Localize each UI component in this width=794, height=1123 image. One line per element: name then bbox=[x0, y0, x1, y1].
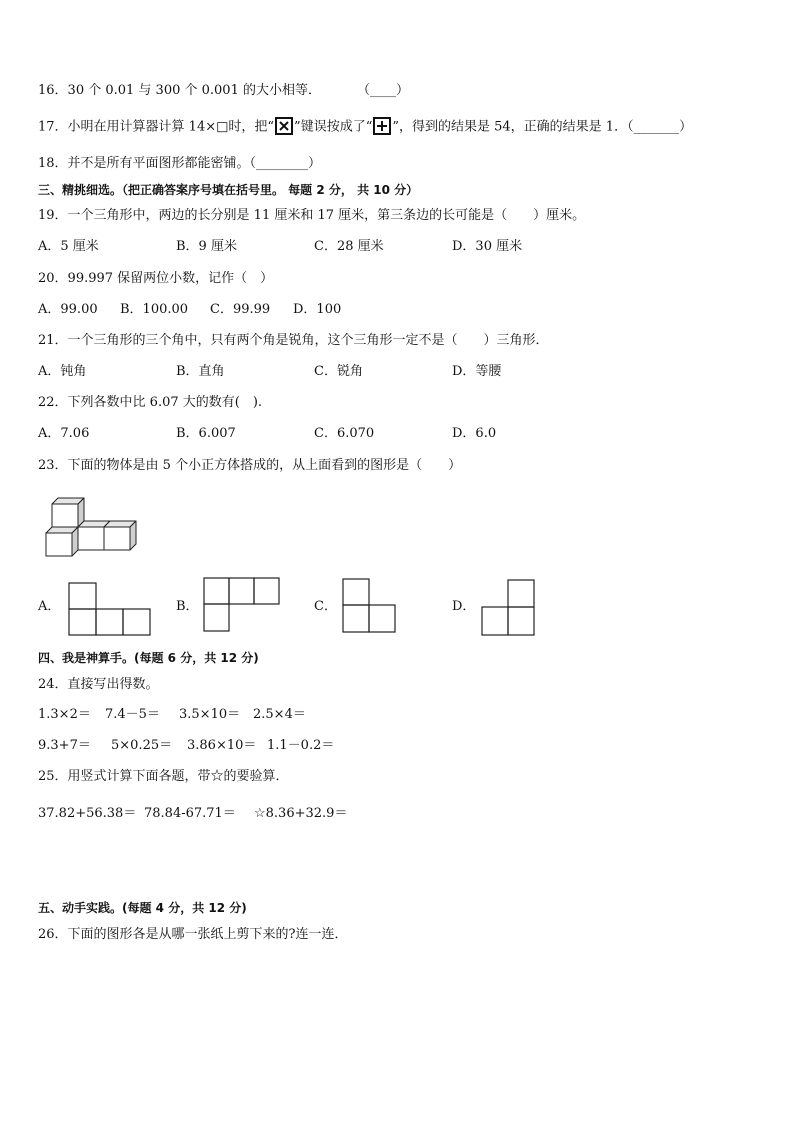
q20-option-a[interactable]: A．99.00 bbox=[38, 302, 98, 317]
cube-front bbox=[46, 527, 78, 556]
question-24-text: 24．直接写出得数。 bbox=[38, 677, 159, 692]
q24-item: 9.3+7＝ bbox=[38, 738, 91, 753]
q23-option-b-label[interactable]: B． bbox=[176, 599, 199, 614]
q19-option-c[interactable]: C．28 厘米 bbox=[314, 239, 384, 254]
question-16-text: 16．30 个 0.01 与 300 个 0.001 的大小相等． bbox=[38, 83, 321, 98]
q22-option-b[interactable]: B．6.007 bbox=[176, 426, 236, 441]
q19-option-d[interactable]: D．30 厘米 bbox=[452, 239, 523, 254]
q25-item: 78.84-67.71＝ bbox=[144, 806, 236, 821]
q23-option-a-label[interactable]: A． bbox=[38, 599, 61, 614]
question-19-text: 19．一个三角形中，两边的长分别是 11 厘米和 17 厘米，第三条边的长可能是（ ）厘米。 bbox=[38, 208, 586, 223]
q23-option-a-figure[interactable] bbox=[68, 582, 152, 637]
q25-item: ☆8.36+32.9＝ bbox=[254, 806, 348, 821]
q21-option-c[interactable]: C．锐角 bbox=[314, 364, 363, 379]
q21-option-d[interactable]: D．等腰 bbox=[452, 364, 502, 379]
q23-option-d-label[interactable]: D． bbox=[452, 599, 476, 614]
cube-back-3 bbox=[104, 521, 136, 550]
question-26-text: 26．下面的图形各是从哪一张纸上剪下来的?连一连． bbox=[38, 927, 348, 942]
section-5-title: 五、动手实践。(每题 4 分，共 12 分) bbox=[38, 901, 247, 915]
q22-option-a[interactable]: A．7.06 bbox=[38, 426, 90, 441]
question-18 bbox=[38, 155, 321, 173]
q24-item: 7.4－5＝ bbox=[105, 707, 160, 722]
q25-item: 37.82+56.38＝ bbox=[38, 806, 137, 821]
q23-option-d-figure[interactable] bbox=[481, 579, 537, 637]
q24-item: 3.86×10＝ bbox=[187, 738, 257, 753]
q24-item: 3.5×10＝ bbox=[179, 707, 241, 722]
q24-item: 1.1－0.2＝ bbox=[267, 738, 335, 753]
q23-option-c-label[interactable]: C． bbox=[314, 599, 337, 614]
question-17-text-mid: ”键误按成了“ bbox=[294, 119, 373, 135]
cube-top bbox=[52, 498, 84, 527]
question-16-blank[interactable]: （____） bbox=[357, 83, 410, 98]
question-17-text-pre: 17．小明在用计算器计算 14×□时，把“ bbox=[38, 119, 275, 135]
section-4-title: 四、我是神算手。(每题 6 分，共 12 分) bbox=[38, 651, 259, 665]
question-20-text: 20．99.997 保留两位小数，记作（ ） bbox=[38, 271, 274, 286]
q23-option-c-figure[interactable] bbox=[342, 578, 398, 634]
question-16 bbox=[38, 82, 409, 100]
section-3-title: 三、精挑细选。（把正确答案序号填在括号里。 每题 2 分， 共 10 分） bbox=[38, 183, 419, 197]
cube-stack-figure bbox=[44, 494, 140, 558]
q21-option-a[interactable]: A．钝角 bbox=[38, 364, 87, 379]
plus-key-icon bbox=[373, 117, 391, 135]
question-23-text: 23．下面的物体是由 5 个小正方体搭成的，从上面看到的图形是（ ） bbox=[38, 458, 462, 473]
q19-option-b[interactable]: B．9 厘米 bbox=[176, 239, 237, 254]
q20-option-b[interactable]: B．100.00 bbox=[120, 302, 189, 317]
q23-option-b-figure[interactable] bbox=[203, 577, 283, 633]
q24-item: 5×0.25＝ bbox=[111, 738, 173, 753]
q22-option-d[interactable]: D．6.0 bbox=[452, 426, 497, 441]
q20-option-d[interactable]: D．100 bbox=[293, 302, 342, 317]
q22-option-c[interactable]: C．6.070 bbox=[314, 426, 375, 441]
question-25-text: 25．用竖式计算下面各题，带☆的要验算． bbox=[38, 769, 289, 784]
question-17-text-post: ”，得到的结果是 54，正确的结果是 1．（_______） bbox=[392, 119, 693, 135]
q24-item: 2.5×4＝ bbox=[253, 707, 306, 722]
q20-option-c[interactable]: C．99.99 bbox=[210, 302, 271, 317]
question-21-text: 21．一个三角形的三个角中，只有两个角是锐角，这个三角形一定不是（ ）三角形． bbox=[38, 333, 549, 348]
question-18-text: 18．并不是所有平面图形都能密铺。（________） bbox=[38, 156, 322, 171]
q19-option-a[interactable]: A．5 厘米 bbox=[38, 239, 99, 254]
question-17 bbox=[38, 118, 692, 137]
q21-option-b[interactable]: B．直角 bbox=[176, 364, 225, 379]
q24-item: 1.3×2＝ bbox=[38, 707, 91, 722]
times-key-icon bbox=[275, 117, 293, 135]
question-22-text: 22．下列各数中比 6.07 大的数有( ). bbox=[38, 395, 263, 410]
